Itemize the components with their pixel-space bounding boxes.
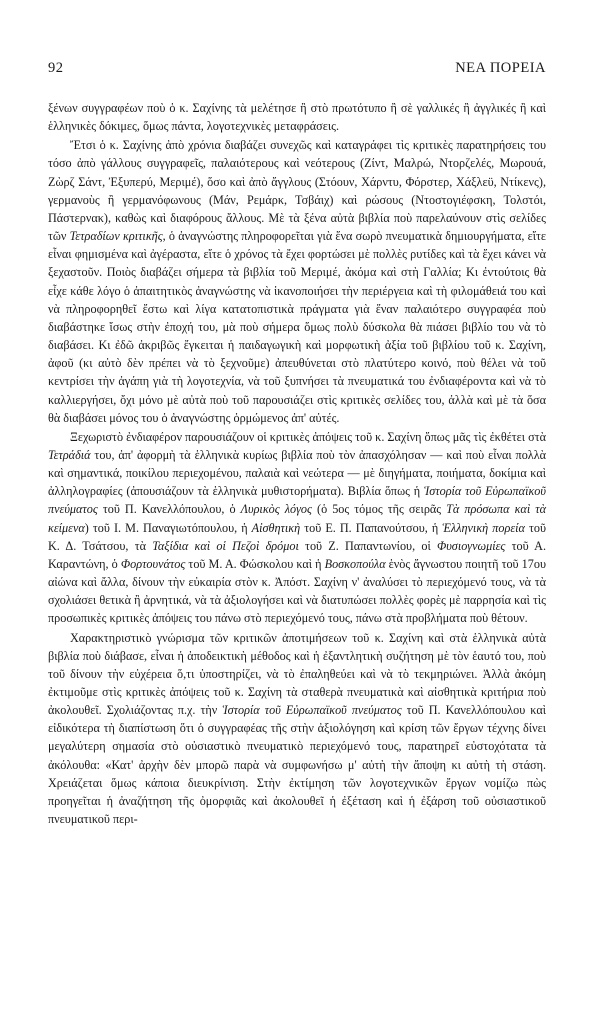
page-number: 92 [48,60,64,76]
paragraph [48,629,546,829]
running-title: ΝΕΑ ΠΟΡΕΙΑ [455,60,546,76]
text-run: ) τοῦ Ι. Μ. Παναγιωτόπουλου, ἡ [84,520,252,535]
italic-title: Τετράδιά [48,447,91,462]
text-run: του, ἀπ' ἀφορμὴ τὰ ἑλληνικὰ κυρίως βιβλία ποὺ τὸν ἀπασχόλησαν — καὶ ποὺ εἶναι πολλὰ καὶ σημαντικά, ποικίλου περιεχομένου, παλαιὰ καὶ νεώτερα — μὲ διηγήματα, ποιήματα, δοκίμια καὶ ἀλληλογραφίες (ἀπουσιάζουν τὰ ἑλληνικὰ μυθιστορήματα). Βιβλία ὅπως ἡ [48,447,546,499]
running-header [48,60,546,80]
italic-title: Τὰ πρόσωπα καὶ τὰ κείμενα [48,502,547,535]
italic-title: Ἑλληνικὴ πορεία [442,520,525,535]
text-run: (ὁ 5ος τόμος τῆς σειρᾶς [311,502,447,517]
italic-title: Λυρικὸς λόγος [240,502,312,517]
text-run: τοῦ Α. Καραντώνη, ὁ [48,538,547,571]
italic-title: Φυσιογνωμίες [436,538,506,553]
paragraph [48,136,546,427]
text-run: τοῦ Ζ. Παπαντωνίου, οἱ [298,538,437,553]
text-run: ἑνὸς ἄγνωστου ποιητῆ τοῦ 17ου αἰώνα καὶ ἄλλα, δίνουν τὴν εὐκαιρία στὸν κ. Ἀπόστ. Σαχίνη ν' ἀναλύσει τὸ περιεχόμενό τους, νὰ τὰ σχολιάσει θετικὰ ἢ ἀρνητικά, νὰ τὰ ἀξιολογήσει καὶ νὰ διατυπώσει πολλὲς φορὲς μὲ παρρησία καὶ τὶς προσωπικὲς κριτικὲς ἀπόψεις του πάνω στὸ περιεχόμενό τους, πάνω στὰ προβλήματα ποὺ θέτουν. [48,556,546,626]
italic-title: Αἰσθητικὴ [251,520,301,535]
body-text [48,99,546,828]
italic-title: Φορτουνάτος [120,556,186,571]
text-run: ξένων συγγραφέων ποὺ ὁ κ. Σαχίνης τὰ μελέτησε ἢ στὸ πρωτότυπο ἢ σὲ γαλλικές ἢ ἀγγλικές ἢ καὶ ἑλληνικὲς δόκιμες, ὅμως πάντα, λογοτεχνικὲς μεταφράσεις. [48,101,546,134]
text-run: , ὁ ἀναγνώστης πληροφορεῖται γιὰ ἕνα σωρὸ πνευματικὰ δημιουργήματα, εἴτε εἶναι φημισμένα καὶ ἀγέραστα, εἴτε ὁ χρόνος τὰ ἔχει φορτώσει μὲ πολλὲς ρυτίδες καὶ τὰ ἔχει κάνει νὰ ξεχαστοῦν. Ποιὸς διαβάζει σήμερα τὰ βιβλία τοῦ Μεριμέ, ἀκόμα καὶ στὴ Γαλλία; Κι ἐντούτοις θὰ εἶχε κάθε λόγο ὁ ἀπαιτητικὸς ἀναγνώστης νὰ ἱκανοποιήσει τὴν περιέργεια καὶ τὴ φιλομάθειά του καὶ νὰ πληροφορηθεῖ ἔστω καὶ λίγα κατατοπιστικὰ πράγματα γιὰ ἕναν παλαιότερο συγγραφέα ποὺ διαβάστηκε ἴσως στὴν ἐποχή του, μὰ ποὺ σήμερα ὅμως πολὺ δύσκολα θὰ πιάσει βιβλίο του νὰ τὸ διαβάσει. Κι ἐδῶ ἀκριβῶς ἔγκειται ἡ παιδαγωγικὴ καὶ μορφωτικὴ ἀξία τοῦ βιβλίου τοῦ κ. Σαχίνη, ἀφοῦ (κι αὐτὸ δὲν πρέπει νὰ τὸ ξεχνοῦμε) ἀπευθύνεται στὸ πλατύτερο κοινό, ποὺ θέλει νὰ τοῦ κεντρίσει τὴν ἀγάπη γιὰ τὴ λογοτεχνία, νὰ τοῦ ξυπνήσει τὰ πνευματικά του ἐνδιαφέροντα καὶ νὰ τὸ καλλιεργήσει, ὄχι μόνο μὲ αὐτὰ ποὺ τοῦ παρουσιάζει στὶς κριτικὲς σελίδες του, ἀλλὰ καὶ μὲ τὰ ὅσα θὰ διαβάσει μόνος του ὁ ἀναγνώστης ὁρμώμενος ἀπ' αὐτές. [48,229,546,425]
text-run: Ξεχωριστὸ ἐνδιαφέρον παρουσιάζουν οἱ κριτικὲς ἀπόψεις τοῦ κ. Σαχίνη ὅπως μᾶς τὶς ἐκθέτει στὰ [70,429,546,444]
paragraph [48,428,546,628]
italic-title: Ἱστορία τοῦ Εὐρωπαϊκοῦ πνεύματος [48,484,546,517]
text-run: τοῦ Π. Κανελλόπουλου καὶ εἰδικότερα τὴ διαπίστωση ὅτι ὁ συγγραφέας τῆς στὴν ἀξιολόγηση καὶ κρίση τῶν ἔργων τέχνης δίνει μεγαλύτερη σημασία στὸ οὐσιαστικὸ πνευματικὸ περιεχόμενό τους, παρατηρεῖ εὐστοχότατα τὰ ἀκόλουθα: «Κατ' ἀρχὴν δὲν μπορῶ παρὰ νὰ συμφωνήσω μ' αὐτὴ τὴν ἄποψη κι αὐτὴ τὴ στάση. Χρειάζεται ὅμως κάποια διευκρίνιση. Στὴν ἐκτίμηση τῶν λογοτεχνικῶν ἔργων νομίζω πὼς προηγεῖται ἡ ἀναζήτηση τῆς ὀμορφιᾶς καὶ ἀκολουθεῖ ἡ ἐξέταση καὶ ἡ ἐξάρση τοῦ οὐσιαστικοῦ πνευματικοῦ περι- [48,703,546,827]
text-run: τοῦ Ε. Π. Παπανούτσου, ἡ [300,520,443,535]
italic-title: Τετραδίων κριτικῆς [69,229,163,244]
italic-title: Βοσκοπούλα [324,556,386,571]
text-run: Χαρακτηριστικὸ γνώρισμα τῶν κριτικῶν ἀποτιμήσεων τοῦ κ. Σαχίνη καὶ στὰ ἑλληνικὰ αὐτὰ βιβλία ποὺ διάβασε, εἶναι ἡ ἀποδεικτικὴ μέθοδος καὶ ἡ ἐξαντλητικὴ συζήτηση μὲ τὸν ἑαυτό του, ποὺ τοῦ δίνουν τὴν εὐχέρεια ὅ,τι ὑποστηρίζει, νὰ τὸ ἐπαληθεύει καὶ νὰ τὸ τεκμηριώνει. Ἀλλὰ ἀκόμη ἐκτιμοῦμε στὶς κριτικὲς ἀπόψεις τοῦ κ. Σαχίνη τὰ σταθερὰ πνευματικὰ καὶ αἰσθητικὰ κριτήρια ποὺ ἀκολουθεῖ. Σχολιάζοντας π.χ. τὴν [48,630,546,718]
text-run: τοῦ Μ. Α. Φώσκολου καὶ ἡ [185,556,325,571]
italic-title: Ταξίδια καὶ οἱ Πεζοὶ δρόμοι [152,538,299,553]
text-run: Ἔτσι ὁ κ. Σαχίνης ἀπὸ χρόνια διαβάζει συνεχῶς καὶ καταγράφει τὶς κριτικὲς παρατηρήσεις του τόσο ἀπὸ γάλλους συγγραφεῖς, παλαιότερους καὶ νεότερους (Ζίντ, Μαλρώ, Ντορζελές, Μωρουά, Ζὼρζ Σάντ, Ἐξυπερύ, Μεριμέ), ὅσο καὶ ἀπὸ ἄγγλους (Στόουν, Χάρντυ, Φόρστερ, Χάξλεϋ, Ντίκενς), γερμανοὺς ἢ γερμανόφωνους (Μάν, Ρεμάρκ, Τσβάιχ) καὶ ρώσους (Ντοστογιέφσκη, Τολστόι, Πάστερνακ), καθὼς καὶ διαφόρους ἄλλους. Μὲ τὰ ξένα αὐτὰ βιβλία ποὺ παρελαύνουν στὶς σελίδες τῶν [48,138,546,244]
text-run: τοῦ Π. Κανελλόπουλου, ὁ [97,502,241,517]
text-run: τοῦ Κ. Δ. Τσάτσου, τὰ [48,520,546,553]
italic-title: Ἱστορία τοῦ Εὐρωπαϊκοῦ πνεύματος [222,703,402,718]
paragraph [48,99,546,135]
